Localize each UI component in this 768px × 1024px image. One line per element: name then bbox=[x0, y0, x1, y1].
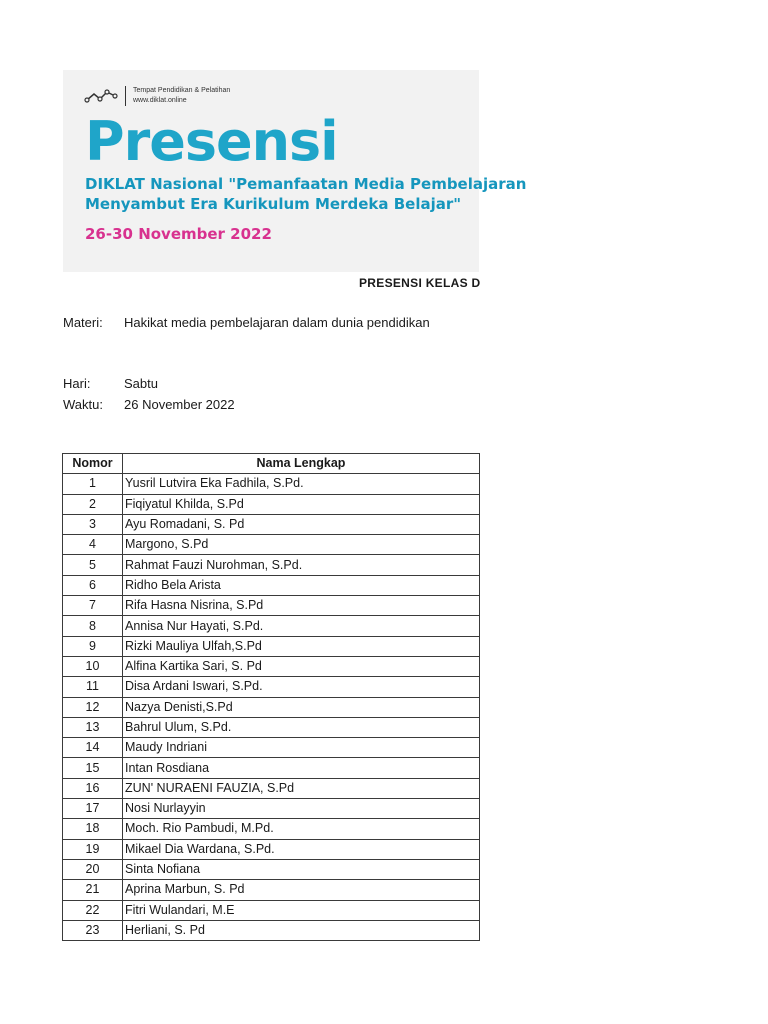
row-full-name: Bahrul Ulum, S.Pd. bbox=[123, 717, 480, 737]
table-body bbox=[63, 474, 480, 941]
materi-value: Hakikat media pembelajaran dalam dunia pendidikan bbox=[124, 315, 430, 330]
row-full-name: Rizki Mauliya Ulfah,S.Pd bbox=[123, 636, 480, 656]
row-full-name: Maudy Indriani bbox=[123, 738, 480, 758]
row-number: 2 bbox=[63, 494, 123, 514]
table-row bbox=[63, 920, 480, 940]
table-row bbox=[63, 596, 480, 616]
table-row bbox=[63, 656, 480, 676]
row-number: 4 bbox=[63, 535, 123, 555]
table-row bbox=[63, 859, 480, 879]
row-full-name: Ridho Bela Arista bbox=[123, 575, 480, 595]
banner-title: Presensi bbox=[85, 110, 338, 173]
row-full-name: Herliani, S. Pd bbox=[123, 920, 480, 940]
row-number: 21 bbox=[63, 880, 123, 900]
table-row bbox=[63, 616, 480, 636]
row-number: 20 bbox=[63, 859, 123, 879]
table-row bbox=[63, 514, 480, 534]
row-full-name: Fiqiyatul Khilda, S.Pd bbox=[123, 494, 480, 514]
row-number: 3 bbox=[63, 514, 123, 534]
banner-image bbox=[63, 70, 527, 272]
org-url: www.diklat.online bbox=[133, 97, 187, 104]
table-row bbox=[63, 535, 480, 555]
row-number: 23 bbox=[63, 920, 123, 940]
table-header-row bbox=[63, 454, 480, 474]
row-full-name: Alfina Kartika Sari, S. Pd bbox=[123, 656, 480, 676]
row-number: 19 bbox=[63, 839, 123, 859]
hari-label: Hari: bbox=[63, 376, 91, 391]
table-row bbox=[63, 717, 480, 737]
row-full-name: ZUN' NURAENI FAUZIA, S.Pd bbox=[123, 778, 480, 798]
banner-subtitle-line2: Menyambut Era Kurikulum Merdeka Belajar" bbox=[85, 195, 462, 213]
row-full-name: Mikael Dia Wardana, S.Pd. bbox=[123, 839, 480, 859]
header-nama-lengkap: Nama Lengkap bbox=[123, 454, 480, 474]
table-row bbox=[63, 799, 480, 819]
hari-value: Sabtu bbox=[124, 376, 158, 391]
row-number: 16 bbox=[63, 778, 123, 798]
table-row bbox=[63, 677, 480, 697]
row-full-name: Sinta Nofiana bbox=[123, 859, 480, 879]
row-number: 7 bbox=[63, 596, 123, 616]
row-number: 9 bbox=[63, 636, 123, 656]
row-number: 22 bbox=[63, 900, 123, 920]
row-full-name: Rifa Hasna Nisrina, S.Pd bbox=[123, 596, 480, 616]
row-number: 15 bbox=[63, 758, 123, 778]
table-row bbox=[63, 494, 480, 514]
table-row bbox=[63, 575, 480, 595]
table-row bbox=[63, 555, 480, 575]
row-full-name: Aprina Marbun, S. Pd bbox=[123, 880, 480, 900]
table-row bbox=[63, 819, 480, 839]
table-row bbox=[63, 778, 480, 798]
row-number: 6 bbox=[63, 575, 123, 595]
table-row bbox=[63, 880, 480, 900]
row-number: 17 bbox=[63, 799, 123, 819]
row-number: 10 bbox=[63, 656, 123, 676]
table-row bbox=[63, 474, 480, 494]
row-full-name: Rahmat Fauzi Nurohman, S.Pd. bbox=[123, 555, 480, 575]
row-full-name: Disa Ardani Iswari, S.Pd. bbox=[123, 677, 480, 697]
row-full-name: Nosi Nurlayyin bbox=[123, 799, 480, 819]
banner-date: 26-30 November 2022 bbox=[85, 225, 272, 243]
materi-label: Materi: bbox=[63, 315, 103, 330]
row-full-name: Moch. Rio Pambudi, M.Pd. bbox=[123, 819, 480, 839]
banner-subtitle-line1: DIKLAT Nasional "Pemanfaatan Media Pembelajaran bbox=[85, 175, 527, 193]
row-number: 5 bbox=[63, 555, 123, 575]
row-number: 12 bbox=[63, 697, 123, 717]
org-tagline: Tempat Pendidikan & Pelatihan bbox=[133, 87, 231, 94]
table-row bbox=[63, 758, 480, 778]
row-number: 18 bbox=[63, 819, 123, 839]
row-number: 11 bbox=[63, 677, 123, 697]
row-number: 8 bbox=[63, 616, 123, 636]
logo-divider bbox=[125, 86, 126, 106]
row-number: 1 bbox=[63, 474, 123, 494]
document-heading: PRESENSI KELAS D bbox=[359, 276, 481, 290]
row-full-name: Yusril Lutvira Eka Fadhila, S.Pd. bbox=[123, 474, 480, 494]
waktu-value: 26 November 2022 bbox=[124, 397, 235, 412]
row-number: 14 bbox=[63, 738, 123, 758]
table-row bbox=[63, 900, 480, 920]
row-full-name: Ayu Romadani, S. Pd bbox=[123, 514, 480, 534]
row-full-name: Fitri Wulandari, M.E bbox=[123, 900, 480, 920]
diklat-logo-icon bbox=[85, 88, 119, 104]
row-number: 13 bbox=[63, 717, 123, 737]
attendance-table bbox=[62, 453, 480, 941]
table-row bbox=[63, 839, 480, 859]
row-full-name: Intan Rosdiana bbox=[123, 758, 480, 778]
table-row bbox=[63, 697, 480, 717]
row-full-name: Margono, S.Pd bbox=[123, 535, 480, 555]
header-nomor: Nomor bbox=[63, 454, 123, 474]
row-full-name: Annisa Nur Hayati, S.Pd. bbox=[123, 616, 480, 636]
table-row bbox=[63, 738, 480, 758]
table-row bbox=[63, 636, 480, 656]
waktu-label: Waktu: bbox=[63, 397, 103, 412]
row-full-name: Nazya Denisti,S.Pd bbox=[123, 697, 480, 717]
